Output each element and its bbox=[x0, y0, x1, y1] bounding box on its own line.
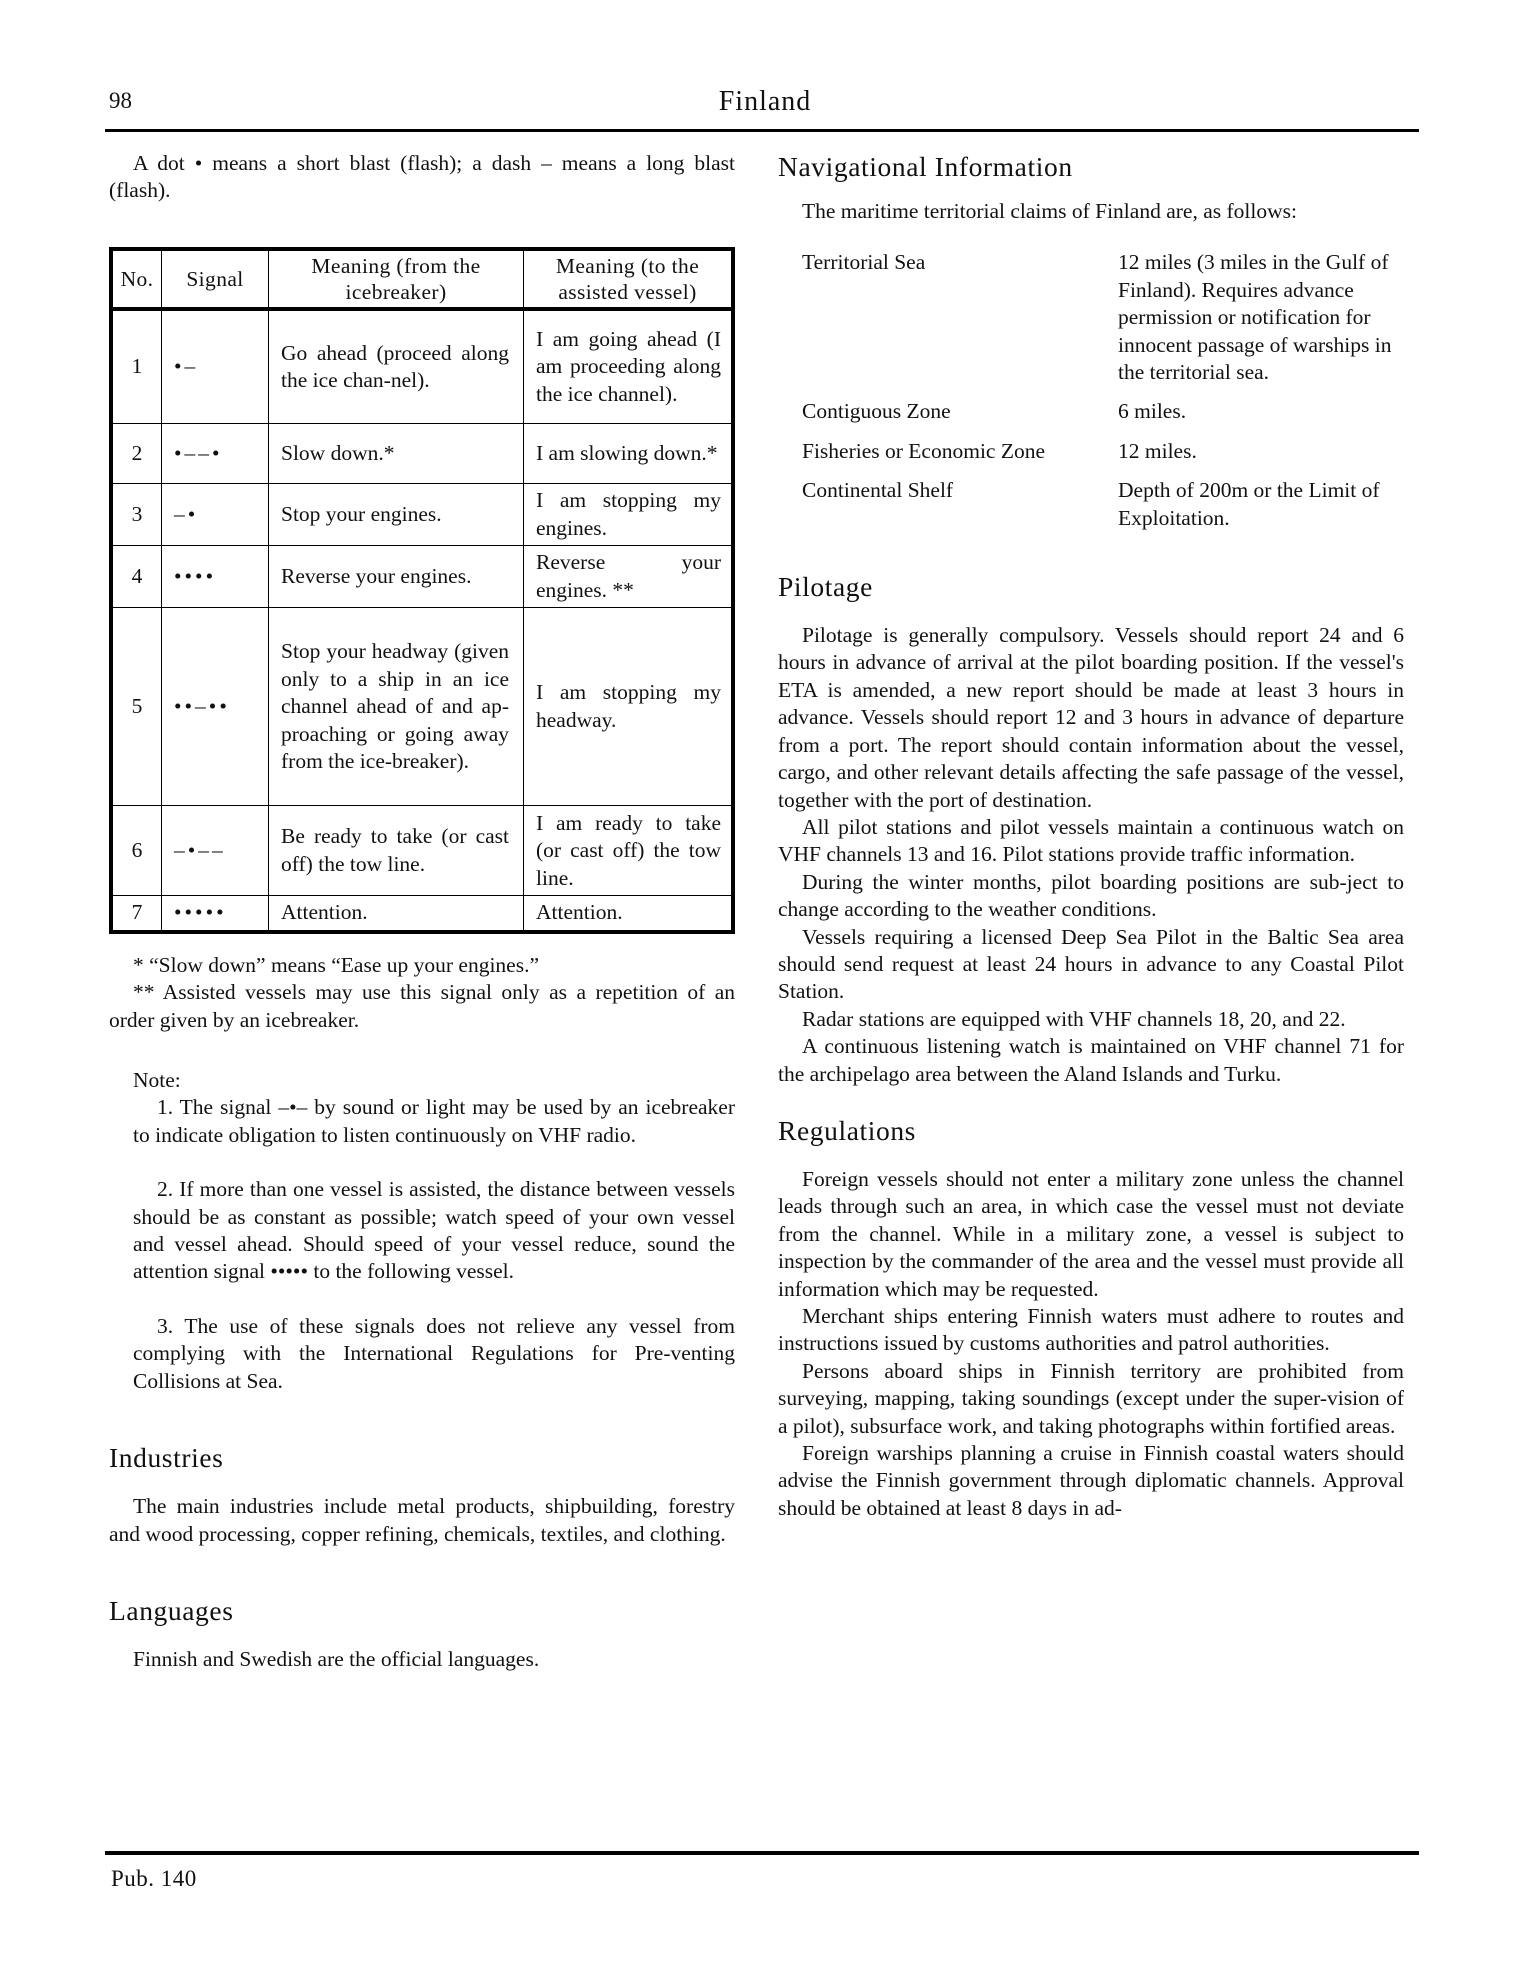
pilotage-paragraph: Pilotage is generally compulsory. Vessels should report 24 and 6 hours in advance of arrival at the pilot boarding position. If the vessel's ETA is amended, a new report should be made at least 3 hours in advance. Vessels should report 12 and 3 hours in advance of departure from a port. The report should contain information about the vessel, cargo, and other relevant details affecting the safe passage of the vessel, together with the port of destination. bbox=[778, 623, 1404, 812]
pilotage-heading: Pilotage bbox=[778, 571, 873, 603]
row-signal: •– bbox=[162, 309, 269, 424]
table-header-row bbox=[111, 249, 733, 309]
row-meaning-to: I am slowing down.* bbox=[524, 424, 734, 484]
languages-text: Finnish and Swedish are the official languages. bbox=[133, 1646, 540, 1671]
claim-row bbox=[802, 398, 1404, 425]
row-no: 2 bbox=[111, 424, 162, 484]
regulations-paragraph: Persons aboard ships in Finnish territory are prohibited from surveying, mapping, taking soundings (except under the super-vision of a pilot), subsurface work, and taking photographs within fortified areas. bbox=[778, 1358, 1404, 1438]
row-signal: –• bbox=[162, 484, 269, 546]
claim-row bbox=[802, 438, 1404, 465]
publication-number: Pub. 140 bbox=[111, 1866, 197, 1891]
row-meaning-from: Slow down.* bbox=[269, 424, 524, 484]
note-item-1: 1. The signal –•– by sound or light may be used by an icebreaker to indicate obligation to listen continuously on VHF radio. bbox=[133, 1095, 735, 1147]
row-meaning-from: Stop your headway (given only to a ship in an ice channel ahead of and ap-proaching or going away from the ice-breaker). bbox=[269, 608, 524, 806]
regulations-body bbox=[778, 1166, 1404, 1522]
note-block bbox=[109, 1067, 735, 1395]
claim-value: Depth of 200m or the Limit of Exploitation. bbox=[1118, 478, 1380, 530]
row-no: 6 bbox=[111, 806, 162, 896]
row-signal: ••–•• bbox=[162, 608, 269, 806]
header-meaning-from: Meaning (from the icebreaker) bbox=[269, 249, 524, 309]
table-row bbox=[111, 896, 733, 932]
table-row bbox=[111, 484, 733, 546]
row-meaning-to: Reverse your engines. ** bbox=[524, 546, 734, 608]
row-no: 3 bbox=[111, 484, 162, 546]
right-column bbox=[778, 150, 1404, 1522]
header-no: No. bbox=[111, 249, 162, 309]
row-meaning-from: Be ready to take (or cast off) the tow line. bbox=[269, 806, 524, 896]
pilotage-body bbox=[778, 622, 1404, 1088]
claim-value: 12 miles (3 miles in the Gulf of Finland). Requires advance permission or notification for innocent passage of warships in the territorial sea. bbox=[1118, 250, 1392, 385]
regulations-paragraph: Foreign vessels should not enter a military zone unless the channel leads through such an area, in which case the vessel must not deviate from the channel. While in a military zone, a vessel is subject to inspection by the commander of the area and the vessel must provide all information which may be requested. bbox=[778, 1166, 1404, 1301]
row-meaning-from: Attention. bbox=[269, 896, 524, 932]
header-rule bbox=[105, 129, 1419, 132]
navigational-information-heading: Navigational Information bbox=[778, 151, 1073, 182]
claim-value: 6 miles. bbox=[1118, 399, 1187, 424]
icebreaker-signal-table bbox=[109, 247, 735, 934]
pilotage-paragraph: A continuous listening watch is maintained on VHF channel 71 for the archipelago area between the Aland Islands and Turku. bbox=[778, 1034, 1404, 1086]
row-signal: •––• bbox=[162, 424, 269, 484]
row-signal: ••••• bbox=[162, 896, 269, 932]
row-meaning-from: Reverse your engines. bbox=[269, 546, 524, 608]
table-row bbox=[111, 309, 733, 424]
footnote-single-asterisk: * “Slow down” means “Ease up your engines.” bbox=[133, 952, 540, 977]
regulations-heading: Regulations bbox=[778, 1114, 916, 1146]
table-row bbox=[111, 546, 733, 608]
claim-row bbox=[802, 249, 1404, 386]
regulations-paragraph: Foreign warships planning a cruise in Finnish coastal waters should advise the Finnish government through diplomatic channels. Approval should be obtained at least 8 days in ad- bbox=[778, 1441, 1404, 1520]
row-no: 1 bbox=[111, 309, 162, 424]
row-meaning-to: Attention. bbox=[524, 896, 734, 932]
pilotage-paragraph: All pilot stations and pilot vessels maintain a continuous watch on VHF channels 13 and 16. Pilot stations provide traffic information. bbox=[778, 814, 1404, 867]
languages-heading: Languages bbox=[109, 1594, 234, 1626]
row-meaning-from: Stop your engines. bbox=[269, 484, 524, 546]
claim-row bbox=[802, 477, 1404, 532]
left-column bbox=[109, 150, 735, 1673]
table-footnotes bbox=[109, 952, 735, 1034]
header-signal: Signal bbox=[162, 249, 269, 309]
note-label: Note: bbox=[133, 1068, 181, 1093]
note-item-3: 3. The use of these signals does not relieve any vessel from complying with the International Regulations for Pre-venting Collisions at Sea. bbox=[133, 1313, 735, 1393]
note-item-2: 2. If more than one vessel is assisted, the distance between vessels should be as constant as possible; watch speed of your own vessel and vessel ahead. Should speed of your vessel reduce, sound the attention signal ••••• to the following vessel. bbox=[133, 1177, 735, 1284]
footer-rule bbox=[105, 1851, 1419, 1855]
row-no: 7 bbox=[111, 896, 162, 932]
claim-label: Continental Shelf bbox=[802, 478, 954, 503]
row-no: 5 bbox=[111, 608, 162, 806]
page-number: 98 bbox=[109, 88, 132, 113]
signal-intro: A dot • means a short blast (flash); a dash – means a long blast (flash). bbox=[109, 151, 735, 203]
header-meaning-to: Meaning (to the assisted vessel) bbox=[524, 249, 734, 309]
row-meaning-to: I am ready to take (or cast off) the tow line. bbox=[524, 806, 734, 896]
row-meaning-to: I am stopping my engines. bbox=[524, 484, 734, 546]
row-meaning-to: I am stopping my headway. bbox=[524, 608, 734, 806]
row-meaning-to: I am going ahead (I am proceeding along the ice channel). bbox=[524, 309, 734, 424]
footnote-double-asterisk: ** Assisted vessels may use this signal only as a repetition of an order given by an icebreaker. bbox=[109, 980, 735, 1032]
pilotage-paragraph: Vessels requiring a licensed Deep Sea Pilot in the Baltic Sea area should send request at least 24 hours in advance to any Coastal Pilot Station. bbox=[778, 924, 1404, 1004]
row-signal: •••• bbox=[162, 546, 269, 608]
table-row bbox=[111, 608, 733, 806]
claims-intro: The maritime territorial claims of Finland are, as follows: bbox=[802, 199, 1297, 223]
claim-label: Territorial Sea bbox=[802, 250, 926, 275]
regulations-paragraph: Merchant ships entering Finnish waters must adhere to routes and instructions issued by customs authorities and patrol authorities. bbox=[778, 1304, 1404, 1356]
row-signal: –•–– bbox=[162, 806, 269, 896]
pilotage-paragraph: Radar stations are equipped with VHF channels 18, 20, and 22. bbox=[802, 1006, 1346, 1031]
claim-label: Fisheries or Economic Zone bbox=[802, 438, 1046, 463]
running-title: Finland bbox=[718, 86, 812, 117]
row-no: 4 bbox=[111, 546, 162, 608]
table-row bbox=[111, 806, 733, 896]
maritime-claims-list bbox=[778, 249, 1404, 532]
row-meaning-from: Go ahead (proceed along the ice chan-nel). bbox=[269, 309, 524, 424]
claim-label: Contiguous Zone bbox=[802, 399, 951, 424]
claim-value: 12 miles. bbox=[1118, 438, 1197, 463]
table-row bbox=[111, 424, 733, 484]
pilotage-paragraph: During the winter months, pilot boarding positions are sub-ject to change according to the weather conditions. bbox=[778, 869, 1404, 922]
industries-text: The main industries include metal products, shipbuilding, forestry and wood processing, copper refining, chemicals, textiles, and clothing. bbox=[109, 1494, 735, 1546]
industries-heading: Industries bbox=[109, 1442, 224, 1474]
